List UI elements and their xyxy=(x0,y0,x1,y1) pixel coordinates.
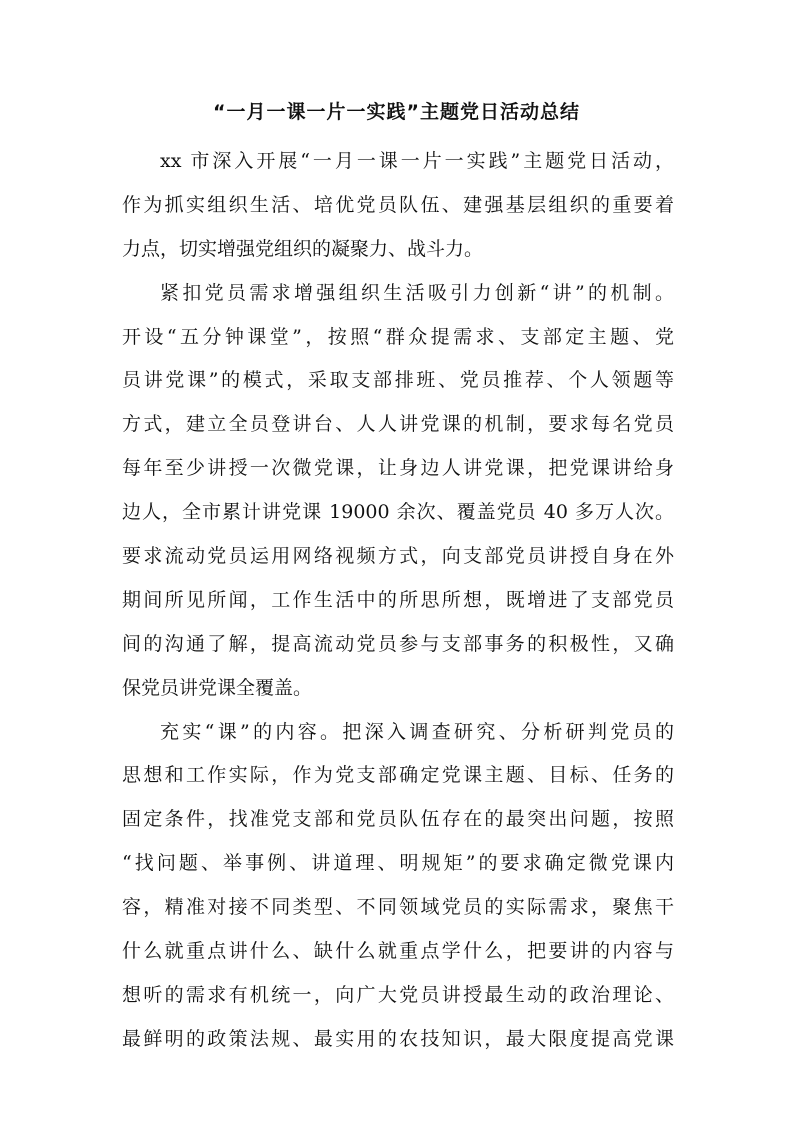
document-body xyxy=(122,140,674,1062)
paragraph-line: 要求流动党员运用网络视频方式，向支部党员讲授自身在外 xyxy=(122,545,674,568)
paragraph-line: 想听的需求有机统一，向广大党员讲授最生动的政治理论、 xyxy=(122,983,674,1006)
paragraph-line: 方式，建立全员登讲台、人人讲党课的机制，要求每名党员 xyxy=(122,413,674,436)
paragraph-line: xx 市深入开展“一月一课一片一实践”主题党日活动， xyxy=(160,150,674,172)
document-title: “一月一课一片一实践”主题党日活动总结 xyxy=(213,101,580,123)
paragraph-line: “找问题、举事例、讲道理、明规矩”的要求确定微党课内 xyxy=(122,852,674,875)
paragraph-line: 思想和工作实际，作为党支部确定党课主题、目标、任务的 xyxy=(122,764,674,787)
paragraph-line: 最鲜明的政策法规、最实用的农技知识，最大限度提高党课 xyxy=(122,1027,674,1050)
paragraph-line: 充实“课”的内容。把深入调查研究、分析研判党员的 xyxy=(160,720,674,743)
paragraph-line: 作为抓实组织生活、培优党员队伍、建强基层组织的重要着 xyxy=(122,193,674,216)
paragraph-line: 每年至少讲授一次微党课，让身边人讲党课，把党课讲给身 xyxy=(122,457,674,480)
paragraph-line: 开设“五分钟课堂”，按照“群众提需求、支部定主题、党 xyxy=(122,325,674,348)
paragraph-line: 员讲党课”的模式，采取支部排班、党员推荐、个人领题等 xyxy=(122,369,674,392)
paragraph-line: 间的沟通了解，提高流动党员参与支部事务的积极性，又确 xyxy=(122,632,674,655)
paragraph-line: 紧扣党员需求增强组织生活吸引力创新“讲”的机制。 xyxy=(160,281,674,304)
paragraph-line: 边人，全市累计讲党课 19000 余次、覆盖党员 40 多万人次。 xyxy=(122,501,674,524)
paragraph-line: 保党员讲党课全覆盖。 xyxy=(122,676,313,699)
paragraph-line: 什么就重点讲什么、缺什么就重点学什么，把要讲的内容与 xyxy=(122,940,674,963)
paragraph-line: 容，精准对接不同类型、不同领域党员的实际需求，聚焦干 xyxy=(122,896,674,919)
paragraph-line: 力点，切实增强党组织的凝聚力、战斗力。 xyxy=(122,237,484,260)
paragraph-line: 固定条件，找准党支部和党员队伍存在的最突出问题，按照 xyxy=(122,808,674,831)
paragraph-line: 期间所见所闻，工作生活中的所思所想，既增进了支部党员 xyxy=(122,588,674,611)
